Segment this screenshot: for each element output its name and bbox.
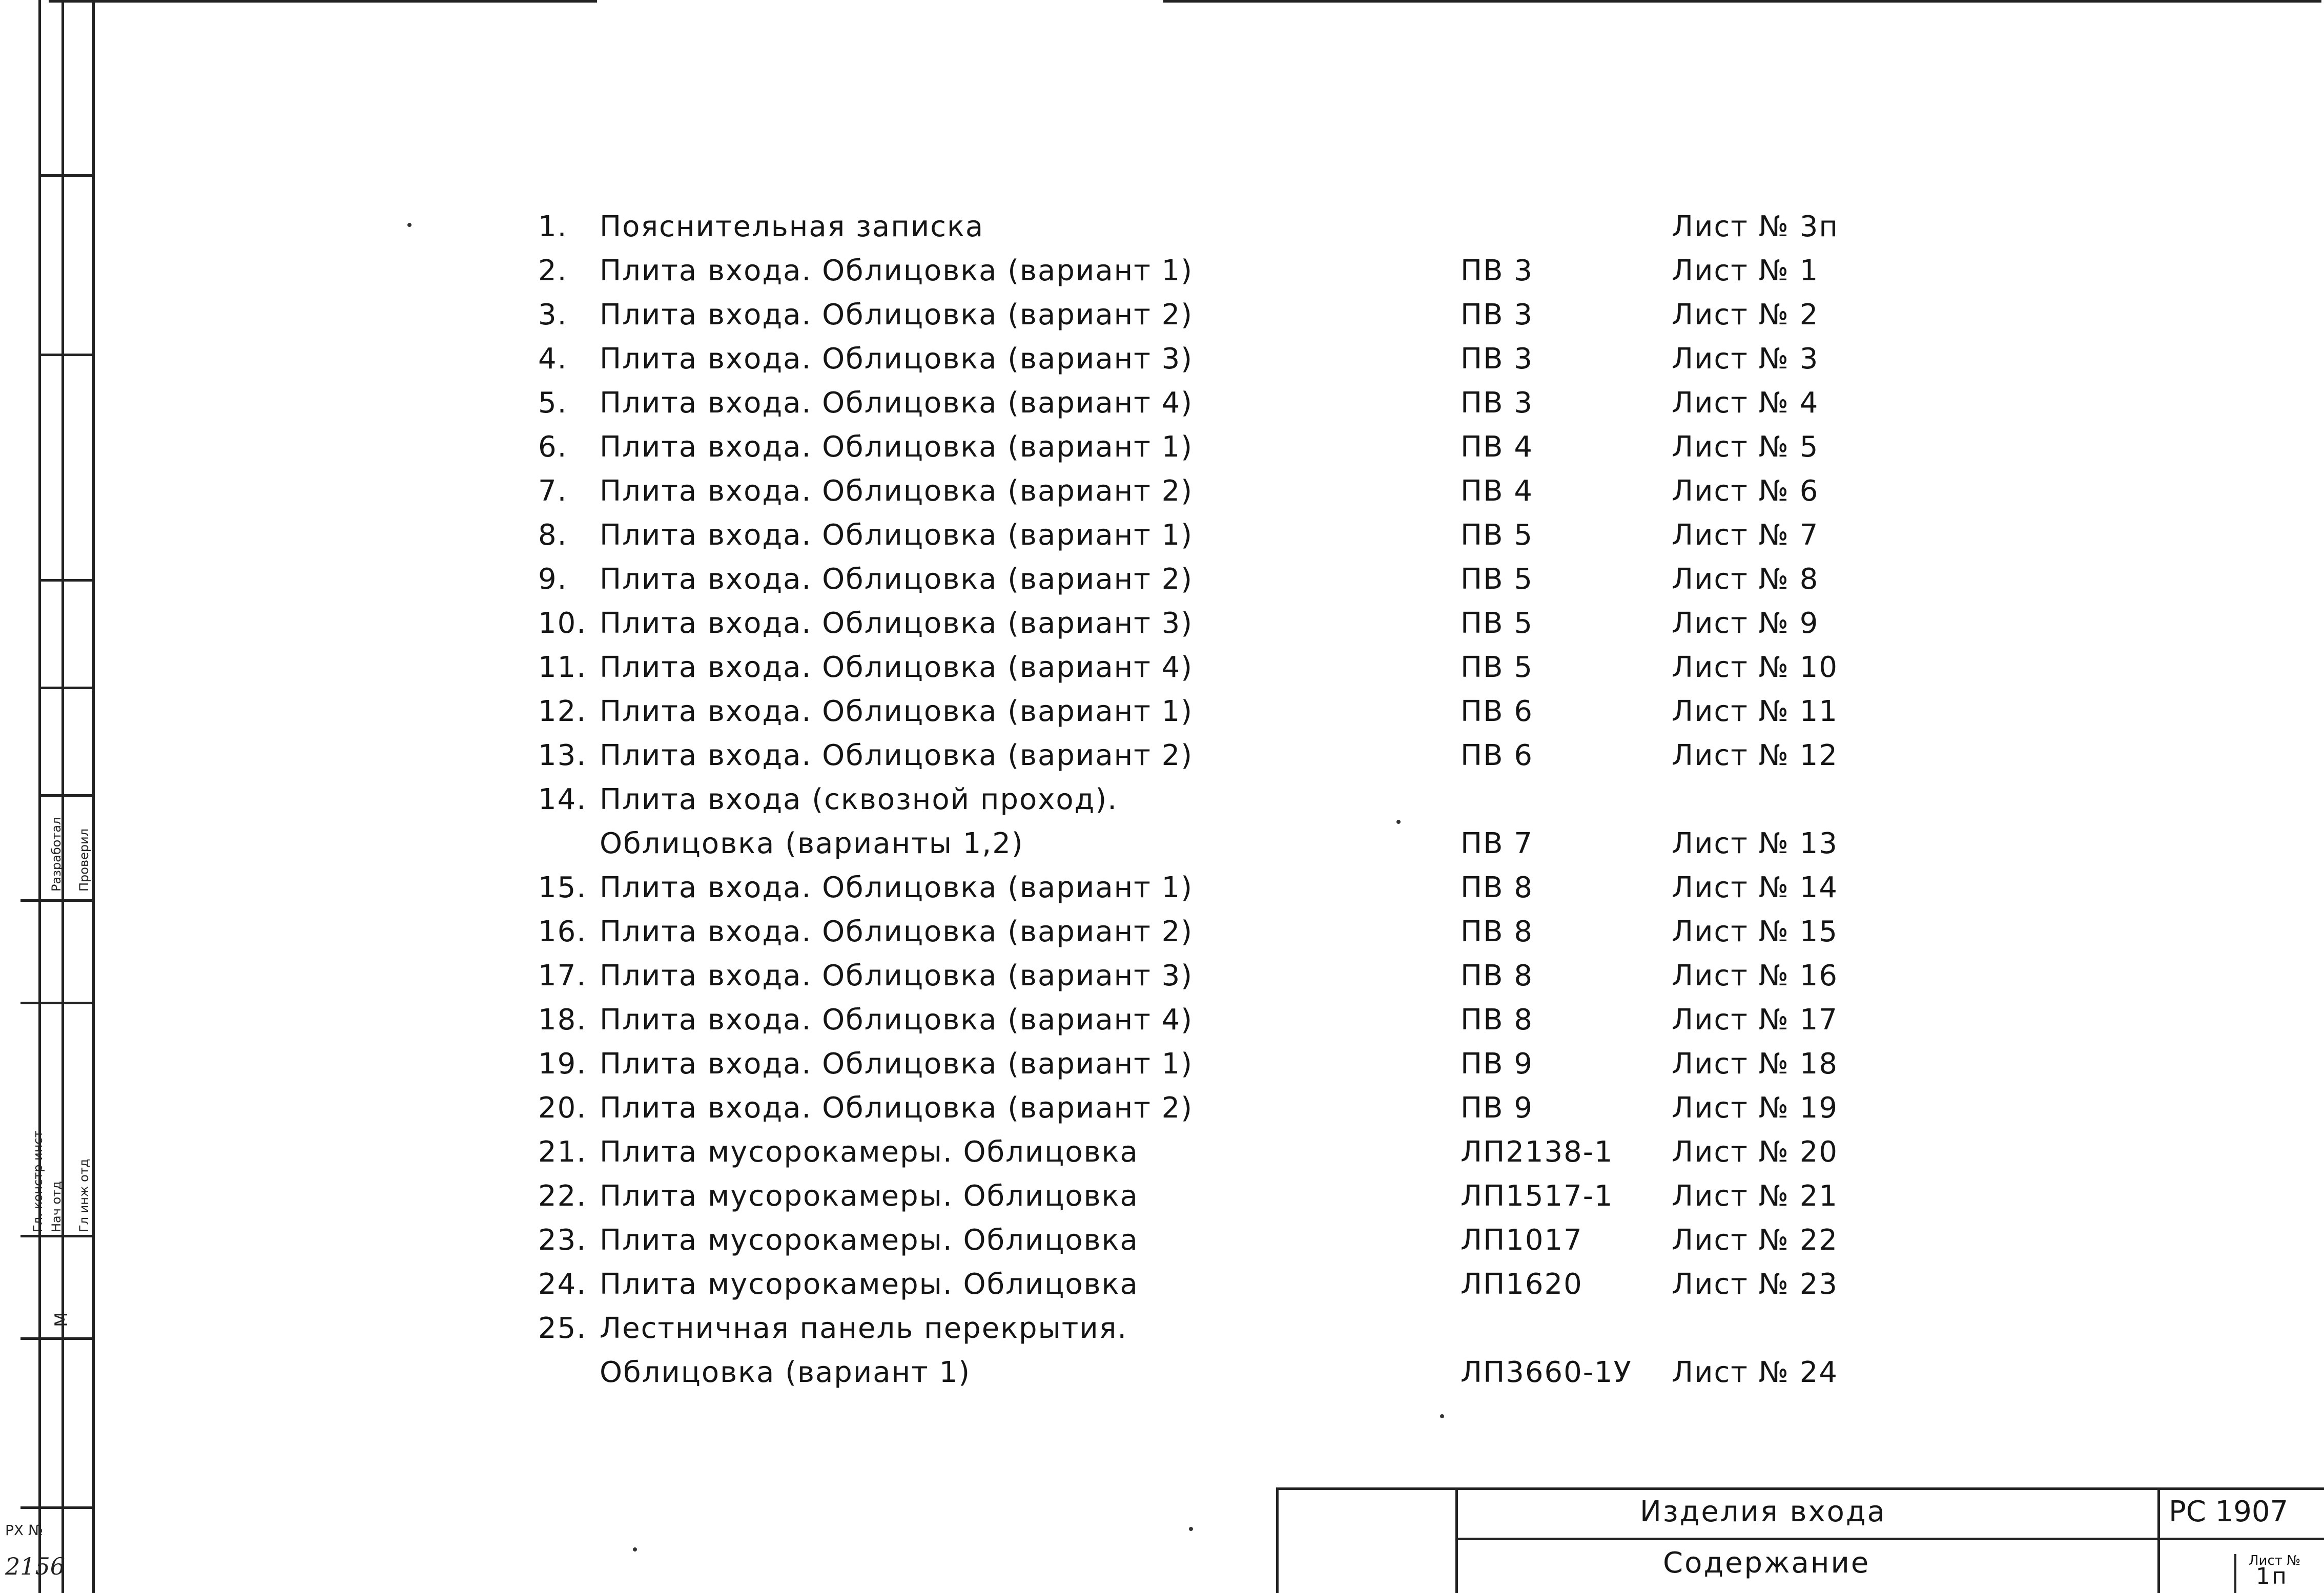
list-item	[0, 1130, 2324, 1174]
item-sheet: Лист № 14	[1672, 871, 1839, 904]
item-sheet: Лист № 17	[1672, 1003, 1839, 1037]
item-number: 17.	[538, 959, 587, 992]
item-number: 7.	[538, 474, 568, 508]
item-code: ЛП1017	[1461, 1224, 1583, 1257]
item-title: Плита мусорокамеры. Облицовка	[600, 1180, 1139, 1213]
list-item	[0, 602, 2324, 646]
item-number: 19.	[538, 1047, 587, 1081]
strip-mark: M	[51, 1312, 72, 1327]
list-item	[0, 778, 2324, 822]
sheet-name: Содержание	[1663, 1546, 1870, 1580]
item-number: 13.	[538, 739, 587, 772]
list-item	[0, 293, 2324, 337]
item-sheet: Лист № 20	[1672, 1135, 1839, 1169]
list-item	[0, 337, 2324, 381]
item-sheet: Лист № 5	[1672, 430, 1819, 464]
item-sheet: Лист № 12	[1672, 739, 1839, 772]
list-item	[0, 381, 2324, 425]
item-code: ПВ 4	[1461, 474, 1533, 508]
item-title: Плита входа. Облицовка (вариант 4)	[600, 651, 1194, 684]
sheet-number: 1п	[2256, 1563, 2288, 1589]
item-number: 14.	[538, 783, 587, 816]
list-item	[0, 249, 2324, 293]
list-item	[0, 1307, 2324, 1351]
item-sheet: Лист № 19	[1672, 1091, 1839, 1125]
item-title: Плита входа. Облицовка (вариант 4)	[600, 1003, 1194, 1037]
item-sheet: Лист № 7	[1672, 519, 1819, 552]
item-title: Плита входа. Облицовка (вариант 1)	[600, 254, 1194, 287]
item-number: 10.	[538, 607, 587, 640]
item-sheet: Лист № 1	[1672, 254, 1819, 287]
item-number: 6.	[538, 430, 568, 464]
item-title: Плита входа. Облицовка (вариант 2)	[600, 298, 1194, 332]
item-sheet: Лист № 3п	[1672, 210, 1839, 243]
list-item	[0, 910, 2324, 954]
item-sheet: Лист № 16	[1672, 959, 1839, 992]
item-sheet: Лист № 2	[1672, 298, 1819, 332]
item-number: 15.	[538, 871, 587, 904]
item-code: ПВ 7	[1461, 827, 1533, 860]
list-item	[0, 1218, 2324, 1263]
item-title: Плита входа. Облицовка (вариант 3)	[600, 959, 1194, 992]
item-title: Плита входа. Облицовка (вариант 1)	[600, 1047, 1194, 1081]
list-item	[0, 1263, 2324, 1307]
item-title: Плита входа. Облицовка (вариант 1)	[600, 519, 1194, 552]
strip-label-developed: Разработал	[49, 817, 64, 892]
item-code: ПВ 5	[1461, 651, 1533, 684]
item-title: Плита мусорокамеры. Облицовка	[600, 1224, 1139, 1257]
strip-label-dept-head: Нач отд	[49, 1181, 64, 1232]
item-code: ЛП1620	[1461, 1268, 1583, 1301]
list-item	[0, 205, 2324, 249]
list-item	[0, 1174, 2324, 1218]
scan-speck	[1189, 1527, 1193, 1531]
item-number: 16.	[538, 915, 587, 948]
item-sheet: Лист № 24	[1672, 1356, 1839, 1389]
item-code: ЛП1517-1	[1461, 1180, 1614, 1213]
list-item	[0, 469, 2324, 513]
list-item	[0, 557, 2324, 602]
item-sheet: Лист № 10	[1672, 651, 1839, 684]
item-sheet: Лист № 6	[1672, 474, 1819, 508]
item-code: ПВ 3	[1461, 342, 1533, 376]
list-item	[0, 1086, 2324, 1130]
item-code: ПВ 9	[1461, 1047, 1533, 1081]
item-number: 25.	[538, 1312, 587, 1345]
item-number: 21.	[538, 1135, 587, 1169]
item-sheet: Лист № 21	[1672, 1180, 1839, 1213]
item-sheet: Лист № 15	[1672, 915, 1839, 948]
tb-left-line	[1276, 1487, 1279, 1593]
item-code: ЛП3660-1У	[1461, 1356, 1632, 1389]
item-number: 24.	[538, 1268, 587, 1301]
item-title: Плита мусорокамеры. Облицовка	[600, 1135, 1139, 1169]
item-title: Плита входа. Облицовка (вариант 1)	[600, 695, 1194, 728]
item-title: Облицовка (варианты 1,2)	[600, 827, 1024, 860]
list-item	[0, 1351, 2324, 1395]
list-item	[0, 690, 2324, 734]
item-code: ПВ 5	[1461, 607, 1533, 640]
item-number: 22.	[538, 1180, 587, 1213]
rx-number: 2156	[5, 1553, 66, 1580]
item-sheet: Лист № 13	[1672, 827, 1839, 860]
item-title: Плита входа. Облицовка (вариант 2)	[600, 474, 1194, 508]
item-sheet: Лист № 18	[1672, 1047, 1839, 1081]
tb-mid-line	[1458, 1538, 2324, 1540]
doc-code: РС 1907	[2169, 1495, 2289, 1528]
scan-speck	[1440, 1414, 1444, 1418]
item-code: ПВ 5	[1461, 519, 1533, 552]
item-title: Плита входа. Облицовка (вариант 1)	[600, 430, 1194, 464]
item-title: Плита входа. Облицовка (вариант 1)	[600, 871, 1194, 904]
item-sheet: Лист № 22	[1672, 1224, 1839, 1257]
item-number: 5.	[538, 386, 568, 420]
item-title: Плита входа. Облицовка (вариант 3)	[600, 607, 1194, 640]
list-item	[0, 866, 2324, 910]
item-sheet: Лист № 4	[1672, 386, 1819, 420]
item-code: ПВ 5	[1461, 563, 1533, 596]
item-sheet: Лист № 11	[1672, 695, 1839, 728]
item-number: 3.	[538, 298, 568, 332]
list-item	[0, 998, 2324, 1042]
item-code: ПВ 3	[1461, 386, 1533, 420]
scan-speck	[633, 1547, 637, 1551]
strip-label-checked: Проверил	[77, 828, 91, 892]
item-number: 8.	[538, 519, 568, 552]
sheet-number-label: Лист №	[2249, 1553, 2301, 1568]
product-name: Изделия входа	[1640, 1495, 1886, 1528]
item-title: Лестничная панель перекрытия.	[600, 1312, 1128, 1345]
item-title: Плита входа. Облицовка (вариант 2)	[600, 563, 1194, 596]
item-title: Плита входа. Облицовка (вариант 3)	[600, 342, 1194, 376]
list-item	[0, 425, 2324, 469]
list-item	[0, 1042, 2324, 1086]
item-sheet: Лист № 23	[1672, 1268, 1839, 1301]
item-number: 11.	[538, 651, 587, 684]
item-title: Пояснительная записка	[600, 210, 984, 243]
item-code: ПВ 9	[1461, 1091, 1533, 1125]
item-code: ПВ 8	[1461, 959, 1533, 992]
item-title: Плита мусорокамеры. Облицовка	[600, 1268, 1139, 1301]
item-number: 18.	[538, 1003, 587, 1037]
tb-line	[2157, 1487, 2160, 1593]
item-code: ПВ 3	[1461, 254, 1533, 287]
list-item	[0, 646, 2324, 690]
item-title: Плита входа (сквозной проход).	[600, 783, 1118, 816]
scan-speck	[1396, 820, 1401, 824]
item-code: ЛП2138-1	[1461, 1135, 1614, 1169]
list-item	[0, 822, 2324, 866]
item-number: 20.	[538, 1091, 587, 1125]
item-sheet: Лист № 3	[1672, 342, 1819, 376]
title-block	[1276, 1487, 2324, 1593]
item-number: 9.	[538, 563, 568, 596]
list-item	[0, 954, 2324, 998]
list-item	[0, 513, 2324, 557]
item-title: Плита входа. Облицовка (вариант 4)	[600, 386, 1194, 420]
tb-top-line	[1276, 1487, 2324, 1490]
tb-line	[1455, 1487, 1458, 1593]
item-code: ПВ 8	[1461, 915, 1533, 948]
item-title: Плита входа. Облицовка (вариант 2)	[600, 1091, 1194, 1125]
strip-label-chief-designer: Гл. констр инст	[31, 1130, 45, 1232]
item-title: Плита входа. Облицовка (вариант 2)	[600, 739, 1194, 772]
strip-label-chief-engineer: Гл инж отд	[77, 1158, 91, 1232]
list-item	[0, 734, 2324, 778]
item-title: Облицовка (вариант 1)	[600, 1356, 971, 1389]
item-code: ПВ 6	[1461, 695, 1533, 728]
rx-label: РХ №	[5, 1522, 44, 1539]
item-code: ПВ 3	[1461, 298, 1533, 332]
item-number: 1.	[538, 210, 568, 243]
item-sheet: Лист № 9	[1672, 607, 1819, 640]
item-code: ПВ 6	[1461, 739, 1533, 772]
tb-sheet-line	[2234, 1554, 2236, 1593]
item-number: 23.	[538, 1224, 587, 1257]
item-sheet: Лист № 8	[1672, 563, 1819, 596]
item-number: 2.	[538, 254, 568, 287]
item-number: 4.	[538, 342, 568, 376]
item-code: ПВ 8	[1461, 1003, 1533, 1037]
item-code: ПВ 8	[1461, 871, 1533, 904]
scan-speck	[407, 223, 412, 227]
item-code: ПВ 4	[1461, 430, 1533, 464]
item-title: Плита входа. Облицовка (вариант 2)	[600, 915, 1194, 948]
item-number: 12.	[538, 695, 587, 728]
